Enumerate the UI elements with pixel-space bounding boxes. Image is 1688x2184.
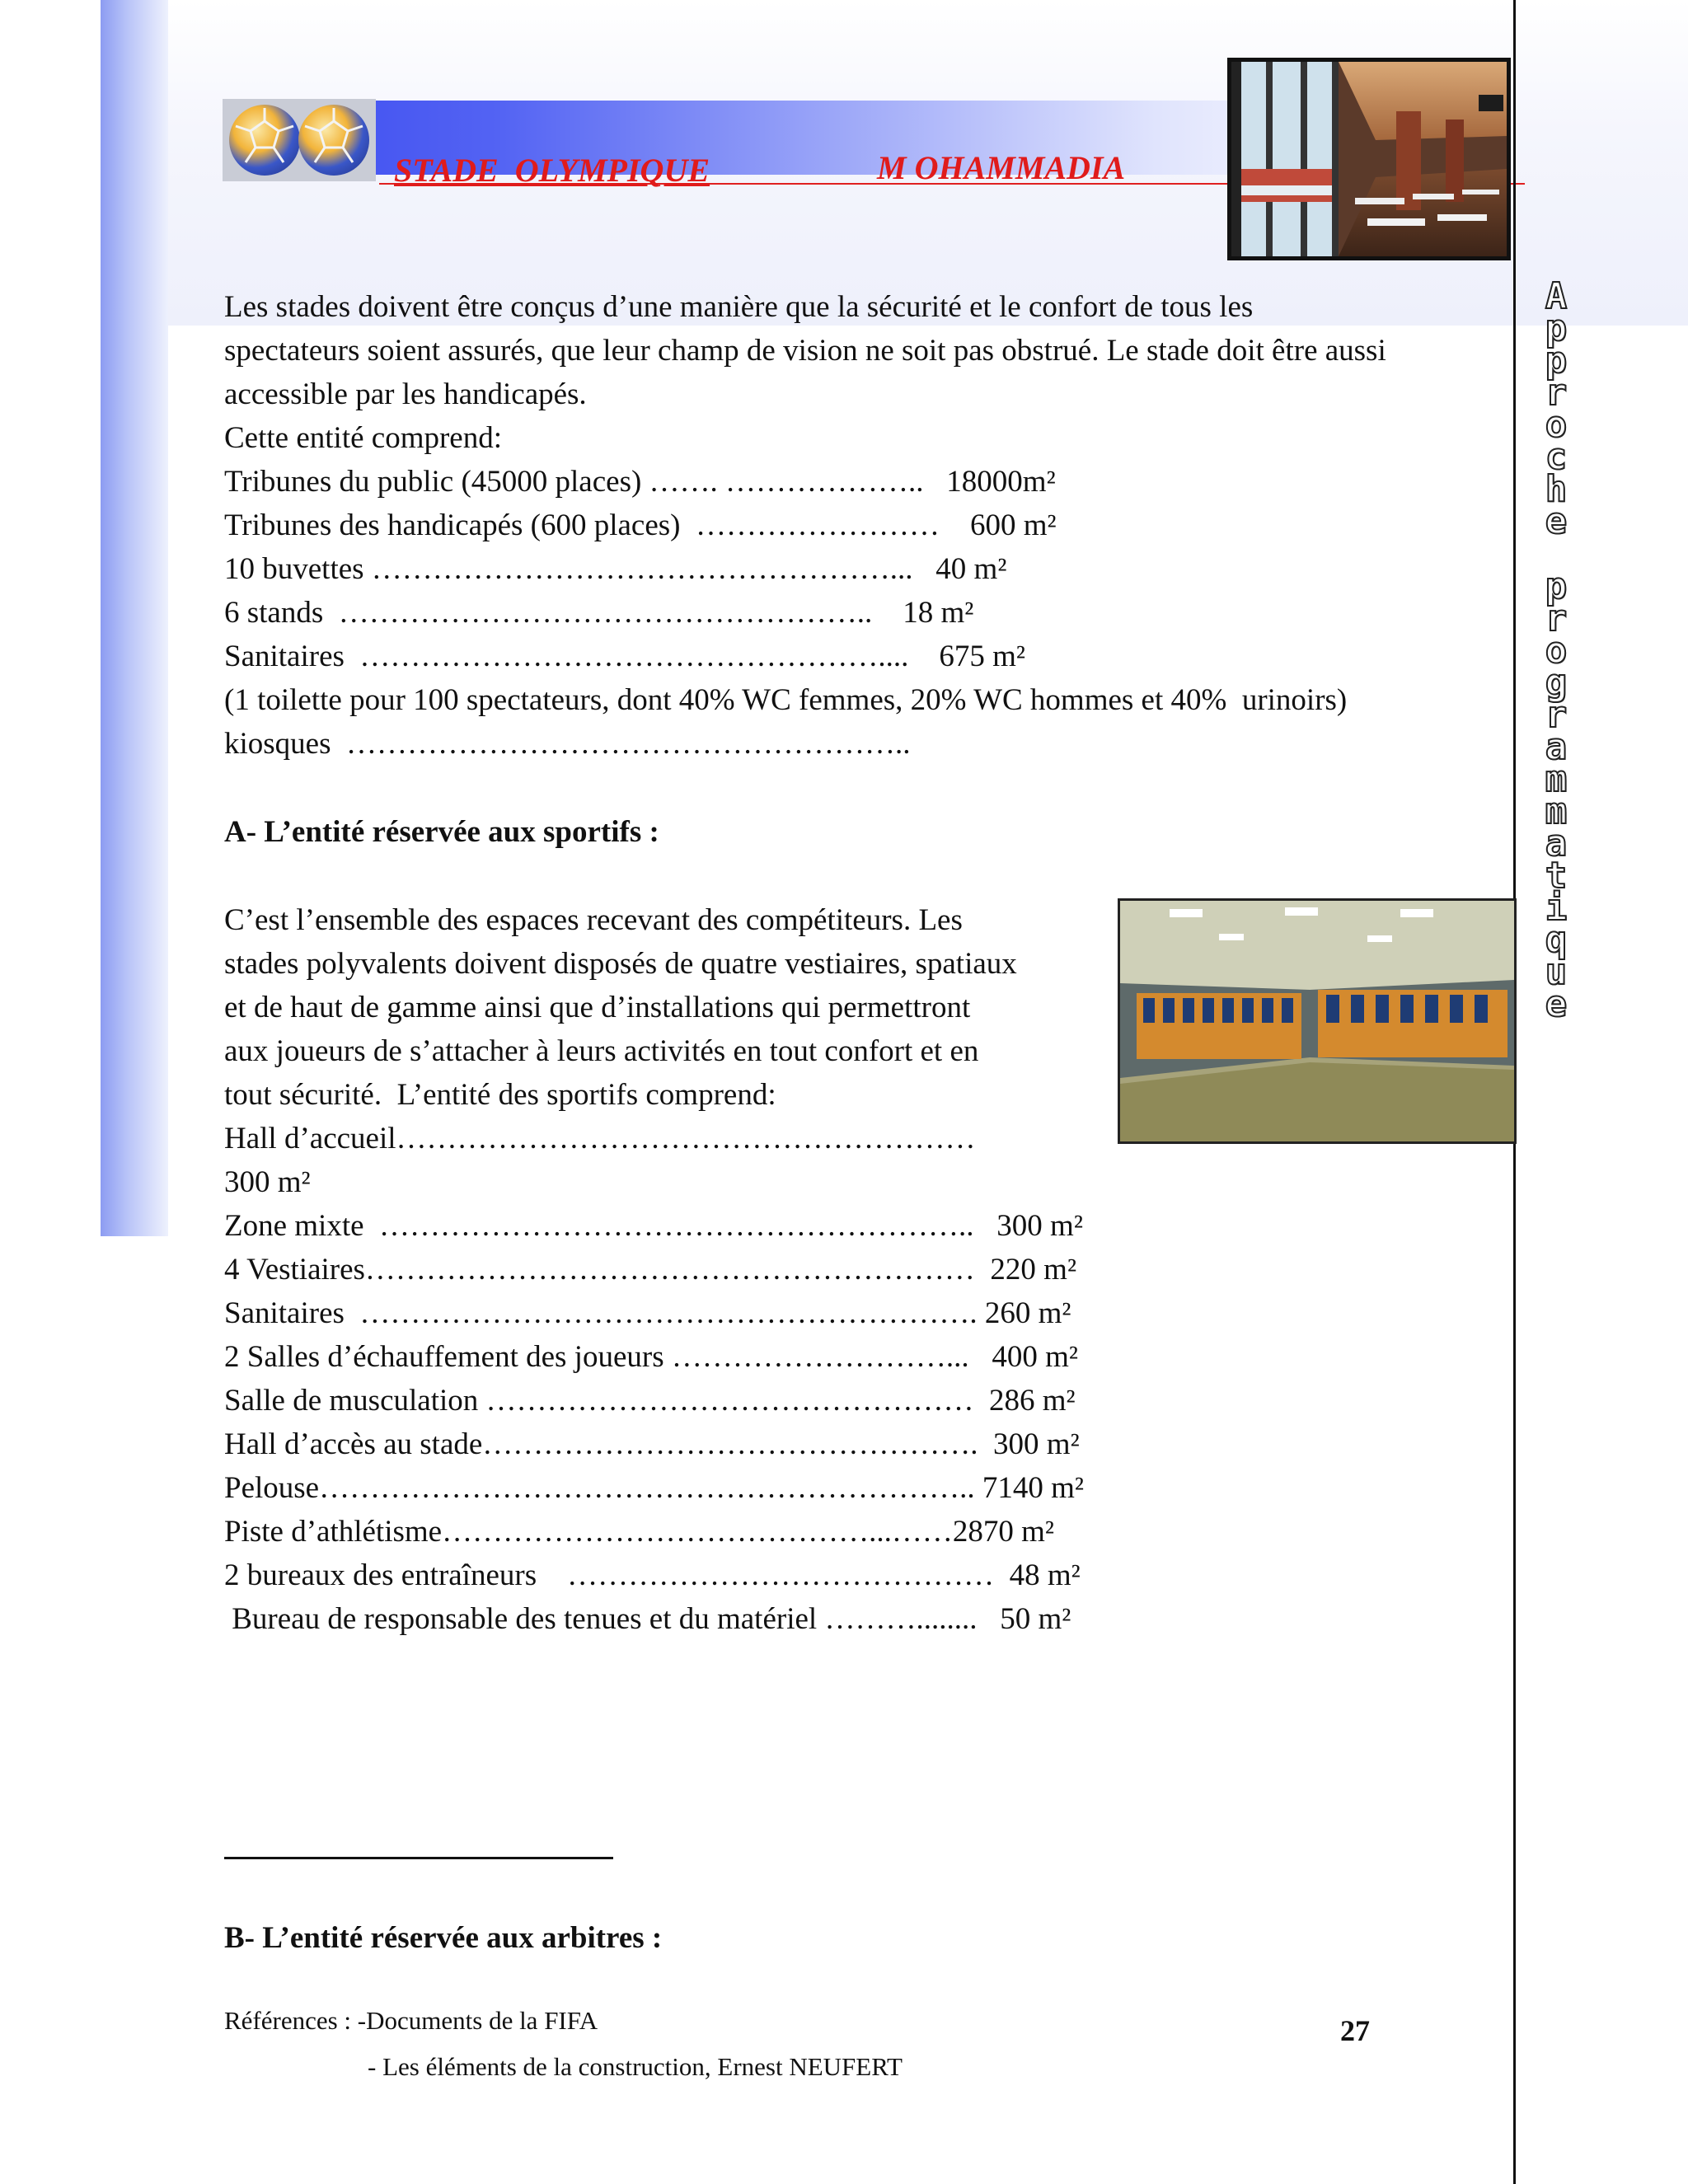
program-note: (1 toilette pour 100 spectateurs, dont 40% WC femmes, 20% WC hommes et 40% urinoirs)	[224, 683, 1348, 717]
side-title-letter: o	[1545, 630, 1568, 672]
locker-room-photo	[1118, 898, 1517, 1144]
section-a-paragraph-line: aux joueurs de s’attacher à leurs activités en tout confort et en	[224, 1034, 979, 1068]
intro-line: accessible par les handicapés.	[224, 377, 587, 411]
side-title-letter: A	[1545, 275, 1568, 317]
header-title-right: M OHAMMADIA	[877, 149, 1126, 186]
side-title-letter: r	[1545, 694, 1568, 736]
section-a-heading: A- L’entité réservée aux sportifs :	[224, 815, 659, 849]
side-title-letter: e	[1545, 983, 1568, 1025]
section-a-paragraph-line: tout sécurité. L’entité des sportifs comprend:	[224, 1078, 776, 1112]
logo	[223, 99, 376, 181]
side-title-vertical	[1515, 275, 1597, 1025]
side-title-letter: u	[1545, 951, 1568, 993]
intro-line: spectateurs soient assurés, que leur champ de vision ne soit pas obstrué. Le stade doit être aussi	[224, 334, 1386, 368]
section-a-item: Bureau de responsable des tenues et du matériel ………........ 50 m²	[224, 1602, 1071, 1636]
football-icon	[298, 105, 369, 176]
side-title-letter: e	[1545, 500, 1568, 542]
page-number: 27	[1340, 2014, 1370, 2047]
side-title-letter: c	[1545, 436, 1568, 478]
program-item: Tribunes des handicapés (600 places) …………………… 600 m²	[224, 509, 1057, 542]
references-line: Références : -Documents de la FIFA	[224, 2006, 598, 2035]
section-a-item: Piste d’athlétisme……………………………………...……2870 m²	[224, 1515, 1054, 1549]
section-a-item: Hall d’accès au stade…………………………………………. 300 m²	[224, 1427, 1080, 1461]
side-title-letter: t	[1545, 855, 1568, 897]
section-a-paragraph-line: C’est l’ensemble des espaces recevant des compétiteurs. Les	[224, 903, 963, 937]
section-a-paragraph-line: stades polyvalents doivent disposés de quatre vestiaires, spatiaux	[224, 947, 1017, 981]
intro-line: Les stades doivent être conçus d’une manière que la sécurité et le confort de tous les	[224, 290, 1254, 324]
side-title-letter: h	[1545, 468, 1568, 510]
side-title-letter: i	[1545, 887, 1568, 929]
side-title-letter: r	[1545, 598, 1568, 640]
intro-line: Cette entité comprend:	[224, 421, 502, 455]
program-item: Tribunes du public (45000 places) ……. ……………….. 18000m²	[224, 465, 1056, 499]
footnote-rule	[224, 1857, 613, 1859]
section-a-item: Sanitaires ……………………………………………………. 260 m²	[224, 1296, 1071, 1330]
header-title-left: STADE OLYMPIQUE	[394, 152, 710, 189]
side-title-letter: q	[1545, 919, 1568, 961]
references-line: - Les éléments de la construction, Ernest NEUFERT	[368, 2052, 903, 2081]
side-title-letter: p	[1545, 565, 1568, 607]
side-title-letter: r	[1545, 372, 1568, 414]
section-a-item: Salle de musculation ………………………………………… 286 m²	[224, 1384, 1076, 1418]
program-item: 10 buvettes ……………………………………………... 40 m²	[224, 552, 1007, 586]
side-title-letter: a	[1545, 726, 1568, 768]
side-title-letter: p	[1545, 307, 1568, 349]
football-icon	[229, 105, 300, 176]
side-title-letter: o	[1545, 404, 1568, 446]
section-a-paragraph-line: et de haut de gamme ainsi que d’installations qui permettront	[224, 991, 971, 1024]
section-a-item: 2 Salles d’échauffement des joueurs ………………………... 400 m²	[224, 1340, 1078, 1374]
program-item: Sanitaires …………………………………………….... 675 m²	[224, 640, 1026, 673]
side-title-letter: a	[1545, 823, 1568, 865]
program-item: 6 stands …………………………………………….. 18 m²	[224, 596, 974, 630]
section-b-heading: B- L’entité réservée aux arbitres :	[224, 1921, 663, 1955]
left-gradient-band	[101, 0, 168, 1236]
side-title-letter: g	[1545, 662, 1568, 704]
section-a-item: Zone mixte ………………………………………………….. 300 m²	[224, 1209, 1083, 1243]
side-title-letter: m	[1545, 790, 1568, 832]
section-a-item: 2 bureaux des entraîneurs …………………………………… 48 m²	[224, 1558, 1081, 1592]
side-title-letter: m	[1545, 758, 1568, 800]
header-gradient-bar	[224, 101, 1320, 175]
restaurant-photo	[1227, 58, 1511, 260]
section-a-item: Pelouse……………………………………………………….. 7140 m²	[224, 1471, 1084, 1505]
section-a-item: 4 Vestiaires…………………………………………………… 220 m²	[224, 1253, 1077, 1286]
section-a-item: 300 m²	[224, 1165, 311, 1199]
section-a-item: Hall d’accueil…………………………………………………	[224, 1122, 976, 1155]
program-item: kiosques ………………………………………………..	[224, 727, 911, 761]
side-title-letter: p	[1545, 340, 1568, 382]
